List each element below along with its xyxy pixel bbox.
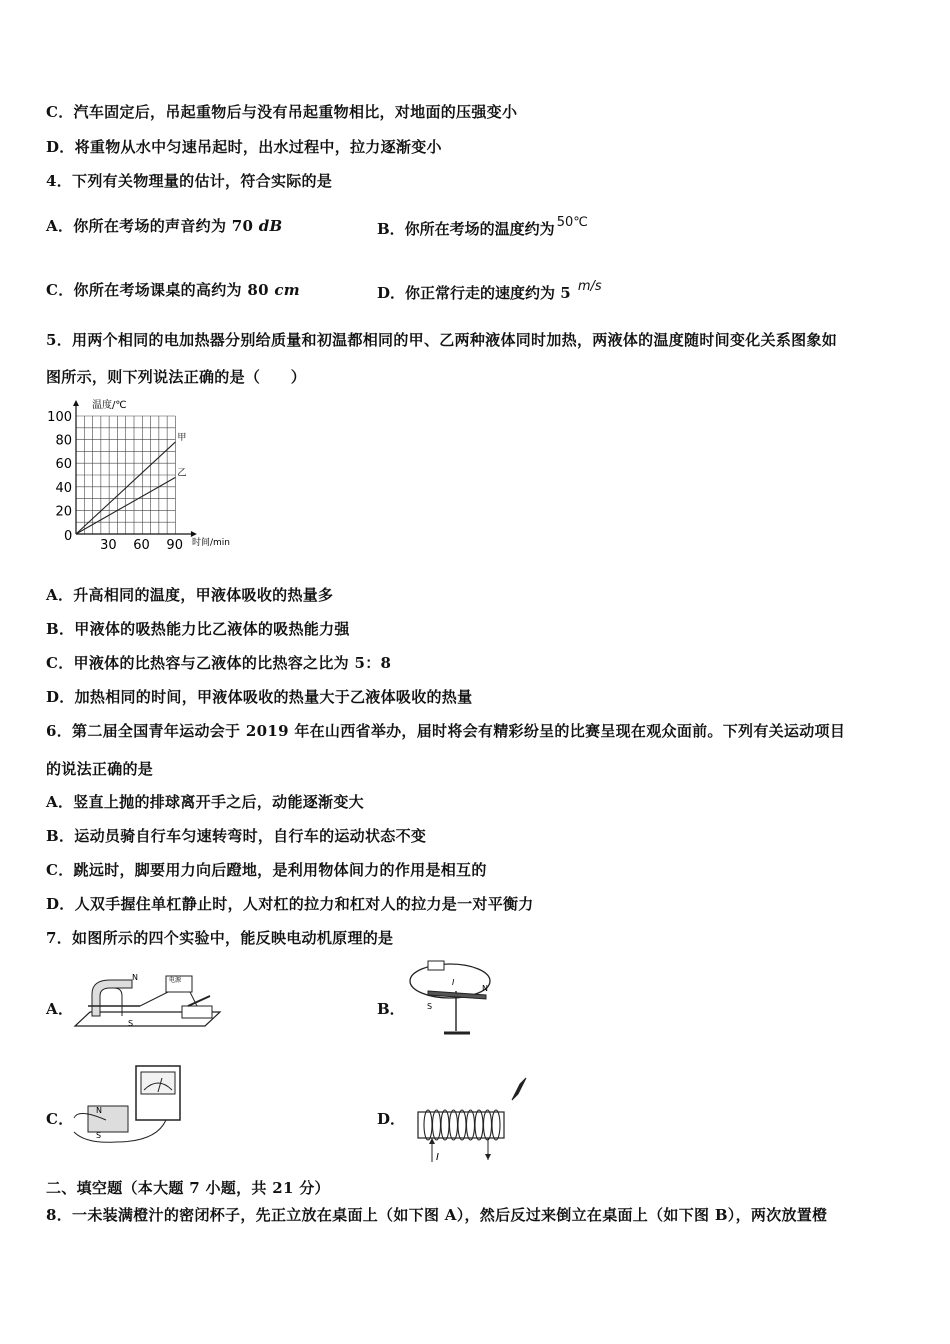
series-label: 乙: [177, 468, 187, 479]
q4-stem: 4．下列有关物理量的估计，符合实际的是: [46, 172, 333, 190]
q7-label-a: A．: [46, 1000, 74, 1018]
q6-stem-line1: 6．第二届全国青年运动会于 2019 年在山西省举办，届时将会有精彩纷呈的比赛呈现在观众面前。下列有关运动项目: [46, 722, 846, 740]
figure-d-i-label: I: [436, 1152, 439, 1163]
q6-option-c: C．跳远时，脚要用力向后蹬地，是利用物体间力的作用是相互的: [46, 861, 487, 879]
y-axis-arrow: [73, 400, 79, 406]
q4-option-b-unit: 50℃: [556, 215, 588, 230]
chart-x-label: 时间/min: [192, 538, 231, 548]
q4-option-a-unit: dB: [258, 217, 283, 235]
q7-label-d: D．: [377, 1110, 406, 1128]
y-tick-label: 40: [55, 480, 72, 496]
chart-y-label: 温度/℃: [92, 400, 127, 411]
q4-option-b-text: B．你所在考场的温度约为: [377, 220, 555, 238]
figure-c-induction-experiment: [66, 1062, 186, 1152]
y-tick-label: 80: [55, 433, 72, 449]
figure-a-power-label: 电源: [169, 977, 182, 984]
q6-stem-line2: 的说法正确的是: [46, 760, 154, 778]
q6-option-a: A．竖直上抛的排球离开手之后，动能逐渐变大: [46, 793, 364, 811]
figure-c-n-label: N: [96, 1106, 102, 1115]
figure-c-s-label: S: [96, 1131, 102, 1140]
figure-b-oersted-experiment: [400, 955, 500, 1043]
chart-grid: [76, 416, 175, 534]
q4-option-b: [377, 215, 588, 239]
q6-option-d: D．人双手握住单杠静止时，人对杠的拉力和杠对人的拉力是一对平衡力: [46, 895, 534, 913]
q8-stem-line1: 8．一未装满橙汁的密闭杯子，先正立放在桌面上（如下图 A），然后反过来倒立在桌面上（如下图 B），两次放置橙: [46, 1206, 828, 1224]
y-tick-label: 20: [55, 504, 72, 520]
x-axis-arrow: [191, 531, 197, 537]
temperature-time-chart: [40, 394, 250, 554]
figure-a-n-label: N: [132, 973, 138, 982]
q4-option-c-unit: cm: [274, 281, 300, 299]
series-label: 甲: [177, 432, 187, 443]
q4-option-c-text: C．你所在考场课桌的高约为 80: [46, 281, 275, 299]
q3-option-d: D．将重物从水中匀速吊起时，出水过程中，拉力逐渐变小: [46, 138, 442, 156]
x-tick-label: 90: [166, 538, 183, 553]
chart-origin-label: 0: [64, 529, 73, 544]
q4-option-c: [46, 279, 300, 300]
q4-option-d: [377, 279, 602, 303]
figure-d-solenoid-experiment: [408, 1072, 538, 1164]
q3-option-c: C．汽车固定后，吊起重物后与没有吊起重物相比，对地面的压强变小: [46, 103, 518, 121]
q5-option-a: A．升高相同的温度，甲液体吸收的热量多: [46, 586, 334, 604]
q7-label-c: C．: [46, 1110, 74, 1128]
section2-title: 二、填空题（本大题 7 小题，共 21 分）: [46, 1179, 330, 1197]
q4-option-d-text: D．你正常行走的速度约为 5: [377, 284, 576, 302]
q5-stem-line1: 5．用两个相同的电加热器分别给质量和初温都相同的甲、乙两种液体同时加热，两液体的温度随时间变化关系图象如: [46, 331, 838, 349]
y-tick-label: 100: [47, 410, 72, 425]
figure-b-s-label: S: [427, 1002, 433, 1011]
y-tick-label: 60: [55, 457, 72, 473]
figure-b-i-label: I: [452, 978, 455, 987]
q4-option-a-text: A．你所在考场的声音约为 70: [46, 217, 259, 235]
q5-option-b: B．甲液体的吸热能力比乙液体的吸热能力强: [46, 620, 350, 638]
q4-option-d-unit: m/s: [577, 279, 602, 294]
q4-option-a: [46, 215, 283, 236]
q5-option-d: D．加热相同的时间，甲液体吸收的热量大于乙液体吸收的热量: [46, 688, 473, 706]
q7-label-b: B．: [377, 1000, 405, 1018]
figure-b-n-label: N: [482, 984, 488, 993]
x-tick-label: 60: [133, 538, 150, 553]
q5-option-c: C．甲液体的比热容与乙液体的比热容之比为 5：8: [46, 654, 392, 672]
q6-option-b: B．运动员骑自行车匀速转弯时，自行车的运动状态不变: [46, 827, 427, 845]
figure-a-generator-experiment: [70, 968, 230, 1040]
q7-stem: 7．如图所示的四个实验中，能反映电动机原理的是: [46, 929, 394, 947]
figure-a-s-label: S: [128, 1019, 134, 1028]
x-tick-label: 30: [100, 538, 117, 553]
q5-stem-line2: 图所示，则下列说法正确的是（ ）: [46, 368, 307, 386]
